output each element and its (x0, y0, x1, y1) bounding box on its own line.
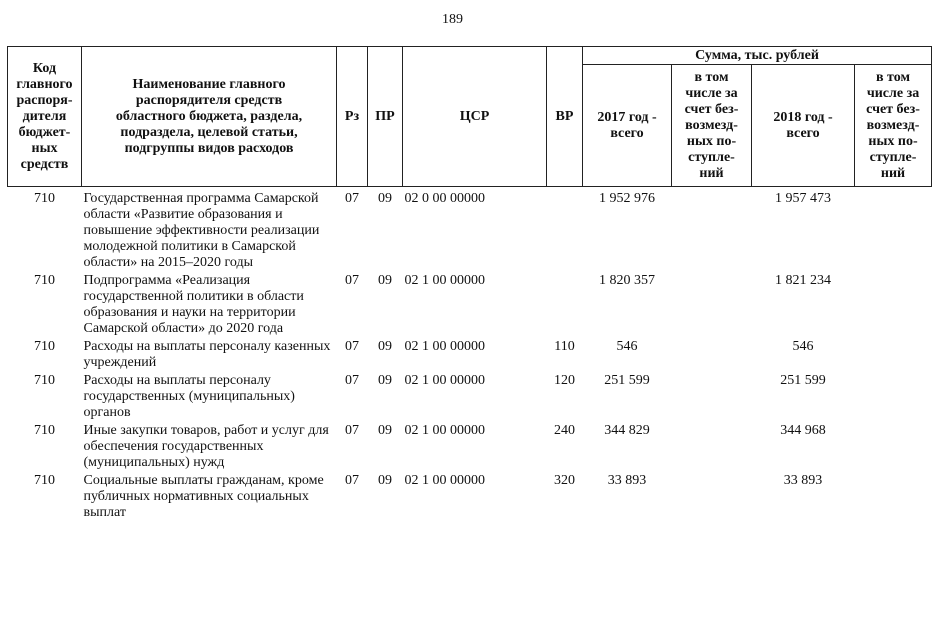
cell-2017-incl (672, 423, 752, 473)
cell-2018-incl (855, 187, 932, 274)
cell-csr: 02 1 00 00000 (404, 423, 485, 438)
cell-2018-incl (855, 273, 932, 339)
cell-name: Расходы на выплаты персоналу казенных учреждений (83, 339, 331, 370)
cell-2017-incl (672, 339, 752, 373)
table-row (8, 423, 932, 473)
cell-code: 710 (34, 373, 55, 388)
table-row (8, 473, 932, 523)
cell-vr: 240 (554, 423, 575, 438)
cell-2017-total: 33 893 (607, 473, 647, 488)
cell-code: 710 (34, 339, 55, 354)
cell-2017-incl (672, 187, 752, 274)
cell-vr: 320 (554, 473, 575, 488)
cell-2018-incl (855, 423, 932, 473)
cell-rz: 07 (345, 423, 359, 438)
cell-2018-total: 33 893 (783, 473, 823, 488)
cell-pr: 09 (378, 373, 392, 388)
cell-vr (547, 273, 583, 339)
header-sum: Сумма, тыс. рублей (583, 47, 932, 65)
cell-rz: 07 (345, 473, 359, 488)
cell-code: 710 (34, 423, 55, 438)
table-row (8, 373, 932, 423)
header-2017-incl: в том числе за счет без-возмезд-ных по-ступле-ний (672, 65, 752, 187)
cell-2017-total: 1 952 976 (599, 191, 655, 206)
header-2017-total: 2017 год - всего (583, 65, 672, 187)
cell-2017-total: 1 820 357 (599, 273, 655, 288)
cell-csr: 02 1 00 00000 (404, 273, 485, 288)
cell-name: Подпрограмма «Реализация государственной политики в области образования и науки на территории Самарской области» до 2020 года (83, 273, 304, 336)
cell-name: Государственная программа Самарской области «Развитие образования и повышение эффективности реализации молодежной политики в Самарской области» на 2015–2020 годы (83, 191, 320, 270)
cell-csr: 02 1 00 00000 (404, 473, 485, 488)
cell-name: Расходы на выплаты персоналу государственных (муниципальных) органов (83, 373, 295, 420)
header-2018-incl: в том числе за счет без-возмезд-ных по-ступле-ний (855, 65, 932, 187)
cell-rz: 07 (345, 273, 359, 288)
cell-2017-total: 546 (616, 339, 638, 354)
cell-code: 710 (34, 473, 55, 488)
cell-2017-incl (672, 473, 752, 523)
header-pr: ПР (368, 47, 403, 187)
cell-2018-incl (855, 473, 932, 523)
cell-csr: 02 1 00 00000 (404, 373, 485, 388)
cell-pr: 09 (378, 273, 392, 288)
cell-2018-incl (855, 339, 932, 373)
cell-vr: 110 (554, 339, 575, 354)
cell-rz: 07 (345, 191, 359, 206)
header-vr: ВР (547, 47, 583, 187)
cell-csr: 02 0 00 00000 (404, 191, 485, 206)
table-row (8, 273, 932, 339)
table-row (8, 339, 932, 373)
cell-2018-total: 546 (792, 339, 814, 354)
cell-vr (547, 187, 583, 274)
cell-2018-total: 251 599 (780, 373, 826, 388)
cell-pr: 09 (378, 191, 392, 206)
cell-code: 710 (34, 273, 55, 288)
cell-2018-total: 1 957 473 (775, 191, 831, 206)
cell-2018-total: 1 821 234 (775, 273, 831, 288)
header-csr: ЦСР (403, 47, 547, 187)
header-name: Наименование главного распорядителя средств областного бюджета, раздела, подраздела, целевой статьи, подгруппы видов расходов (82, 47, 337, 187)
cell-rz: 07 (345, 373, 359, 388)
cell-2017-incl (672, 273, 752, 339)
header-rz: Рз (337, 47, 368, 187)
cell-2018-incl (855, 373, 932, 423)
cell-pr: 09 (378, 339, 392, 354)
table-row (8, 187, 932, 274)
cell-2017-total: 344 829 (604, 423, 650, 438)
cell-rz: 07 (345, 339, 359, 354)
page-number: 189 (442, 12, 463, 27)
cell-name: Социальные выплаты гражданам, кроме публичных нормативных социальных выплат (83, 473, 324, 520)
budget-table (7, 46, 932, 523)
cell-2017-incl (672, 373, 752, 423)
cell-pr: 09 (378, 473, 392, 488)
header-code: Код главного распоря-дителя бюджет-ных средств (8, 47, 82, 187)
cell-vr: 120 (554, 373, 575, 388)
cell-pr: 09 (378, 423, 392, 438)
cell-2017-total: 251 599 (604, 373, 650, 388)
cell-code: 710 (34, 191, 55, 206)
cell-2018-total: 344 968 (780, 423, 826, 438)
cell-name: Иные закупки товаров, работ и услуг для обеспечения государственных (муниципальных) нужд (83, 423, 329, 470)
header-2018-total: 2018 год - всего (752, 65, 855, 187)
cell-csr: 02 1 00 00000 (404, 339, 485, 354)
table-body (8, 187, 932, 524)
